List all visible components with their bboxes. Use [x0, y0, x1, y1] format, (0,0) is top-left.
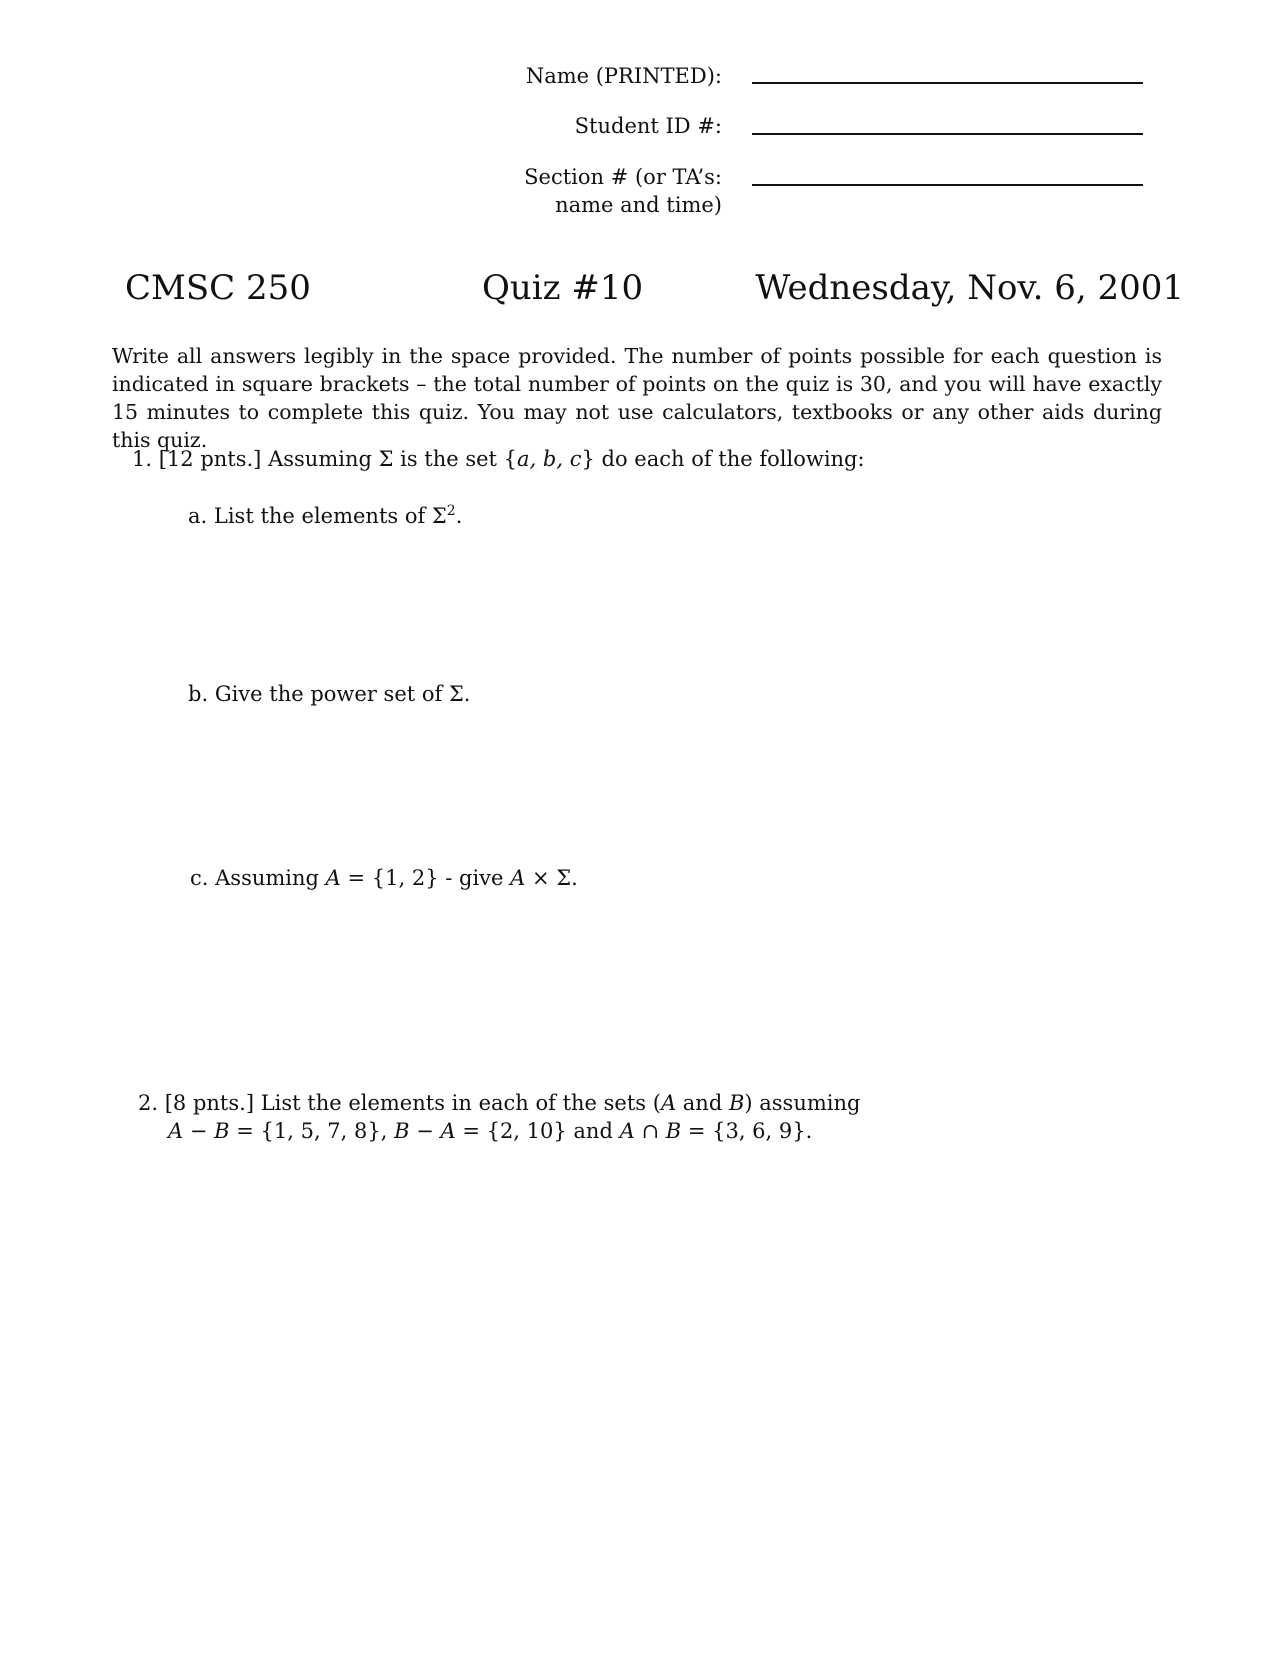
part-text-end: × Σ. — [525, 866, 578, 890]
question-text-end: ) assuming — [744, 1091, 861, 1115]
operator: ∩ — [634, 1119, 666, 1143]
set-value: = {2, 10} and — [455, 1119, 620, 1143]
part-label: b. — [188, 682, 209, 706]
instructions-paragraph: Write all answers legibly in the space provided. The number of points possible for each question is indicated in square brackets – the total number of points on the quiz is 30, and you will have exactly 15 minutes to complete this quiz. You may not use calculators, textbooks or any other aids during this quiz. — [112, 344, 1162, 452]
course-code: CMSC 250 — [125, 268, 311, 308]
question-text: List the elements in each of the sets ( — [260, 1091, 661, 1115]
question-1a — [188, 497, 462, 530]
question-points: [8 pnts.] — [164, 1091, 255, 1115]
quiz-date: Wednesday, Nov. 6, 2001 — [755, 268, 1184, 308]
question-1 — [132, 445, 865, 473]
part-text: Assuming — [215, 866, 326, 890]
name-answer-line[interactable] — [752, 82, 1143, 84]
question-1b — [188, 680, 470, 708]
name-label: Name (PRINTED): — [525, 64, 722, 88]
operator: − — [183, 1119, 215, 1143]
exponent: 2 — [446, 503, 456, 519]
question-number: 2. — [138, 1091, 159, 1115]
variable-b: B — [394, 1119, 410, 1143]
question-2 — [138, 1089, 860, 1117]
variable-a: A — [660, 1091, 677, 1115]
part-text-middle: = {1, 2} - give — [340, 866, 511, 890]
variable-a: A — [510, 866, 526, 890]
set-value: = {1, 5, 7, 8}, — [229, 1119, 395, 1143]
part-text: Give the power set of Σ. — [214, 682, 471, 706]
part-text-end: . — [455, 504, 463, 528]
student-id-answer-line[interactable] — [752, 133, 1143, 135]
quiz-title: Quiz #10 — [482, 268, 644, 308]
variable-b: B — [214, 1119, 230, 1143]
variable-b: B — [728, 1091, 745, 1115]
question-text-middle: and — [676, 1091, 729, 1115]
variable-a: A — [619, 1119, 635, 1143]
question-2-conditions — [168, 1117, 812, 1145]
question-points: [12 pnts.] — [158, 447, 262, 471]
section-answer-line[interactable] — [752, 184, 1143, 186]
question-number: 1. — [132, 447, 153, 471]
set-value: = {3, 6, 9}. — [681, 1119, 813, 1143]
variable-a: A — [168, 1119, 184, 1143]
variable-b: B — [665, 1119, 682, 1143]
question-1c — [190, 864, 578, 892]
part-label: c. — [190, 866, 209, 890]
set-elements: a, b, c — [517, 447, 582, 471]
variable-a: A — [325, 866, 341, 890]
part-label: a. — [188, 504, 208, 528]
operator: − — [409, 1119, 441, 1143]
section-label-line2: name and time) — [555, 193, 722, 217]
variable-a: A — [440, 1119, 456, 1143]
student-id-label: Student ID #: — [574, 114, 722, 138]
question-text-end: } do each of the following: — [581, 447, 865, 471]
section-label-line1: Section # (or TA’s: — [524, 165, 722, 189]
question-text: Assuming Σ is the set { — [268, 447, 518, 471]
part-text: List the elements of Σ — [213, 504, 447, 528]
